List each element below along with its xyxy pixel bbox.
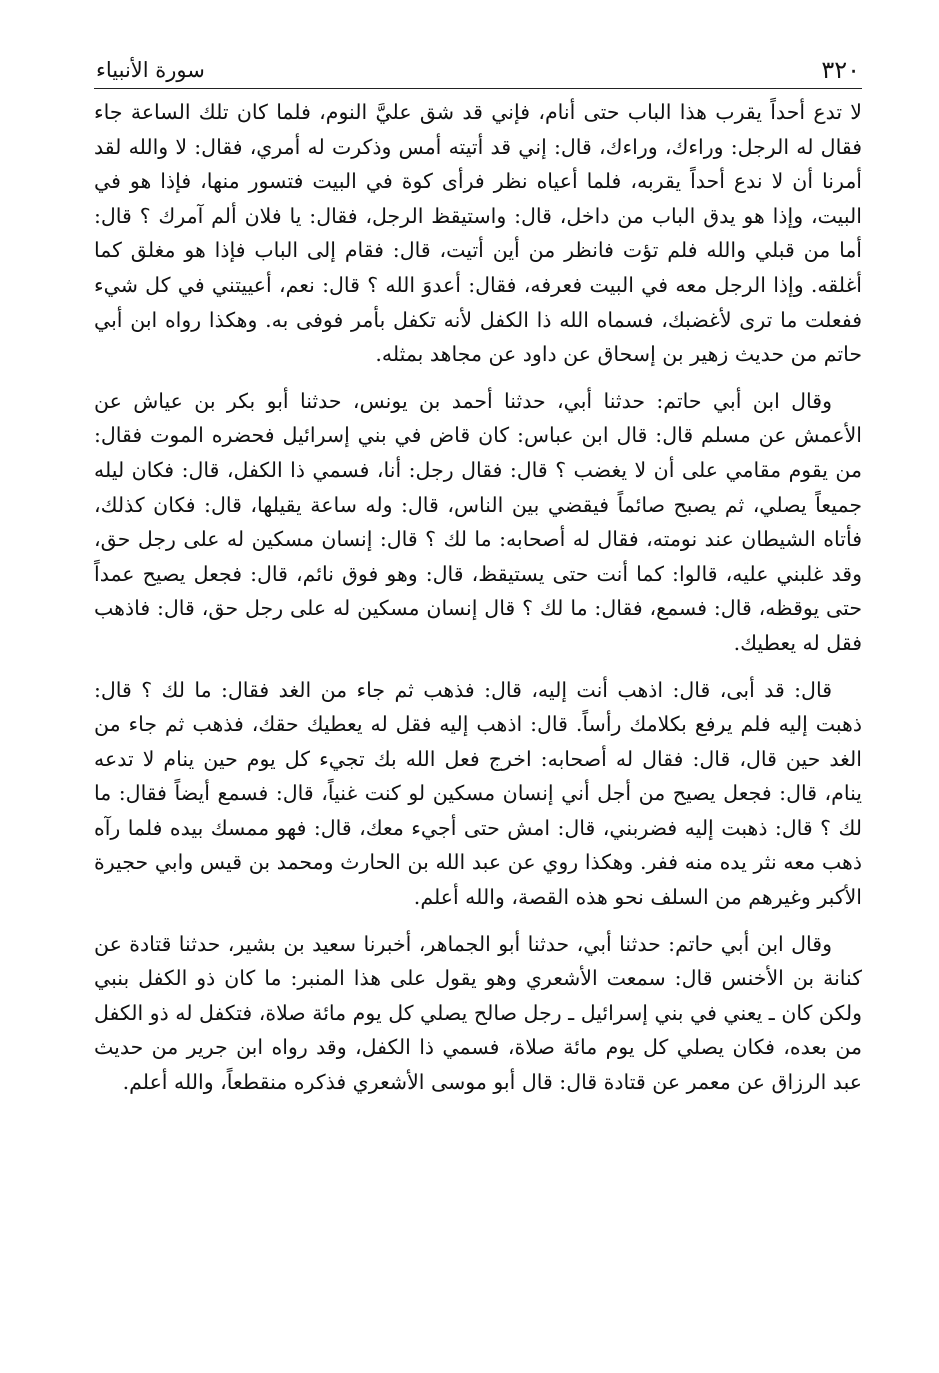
page-header (94, 48, 862, 89)
paragraph-4: وقال ابن أبي حاتم: حدثنا أبي، حدثنا أبو الجماهر، أخبرنا سعيد بن بشير، حدثنا قتادة عن كنانة بن الأخنس قال: سمعت الأشعري وهو يقول على هذا المنبر: ما كان ذو الكفل بنبي ولكن كان ـ يعني في بني إسرائيل ـ رجل صالح يصلي كل يوم مائة صلاة، فتكفل له ذو الكفل من بعده، فكان يصلي كل يوم مائة صلاة، فسمي ذا الكفل، وقد رواه ابن جرير من حديث عبد الرزاق عن معمر عن قتادة قال: قال أبو موسى الأشعري فذكره منقطعاً، والله أعلم. (94, 931, 862, 1095)
surah-title: سورة الأنبياء (96, 58, 205, 82)
document-page (94, 48, 862, 1100)
paragraph-gap (94, 915, 862, 927)
page-number: ٣٢٠ (821, 56, 860, 84)
body-text (94, 95, 862, 1100)
paragraph-gap (94, 661, 862, 673)
paragraph-2: وقال ابن أبي حاتم: حدثنا أبي، حدثنا أحمد بن يونس، حدثنا أبو بكر بن عياش عن الأعمش عن مسلم قال: قال ابن عباس: كان قاض في بني إسرائيل فحضره الموت فقال: من يقوم مقامي على أن لا يغضب ؟ قال: فقال رجل: أنا، فسمي ذا الكفل، قال: فكان ليله جميعاً يصلي، ثم يصبح صائماً فيقضي بين الناس، قال: وله ساعة يقيلها، قال: فكان كذلك، فأتاه الشيطان عند نومته، فقال له أصحابه: ما لك ؟ قال: إنسان مسكين له على رجل حق، وقد غلبني عليه، قالوا: كما أنت حتى يستيقظ، قال: وهو فوق نائم، قال: فجعل يصيح عمداً حتى يوقظه، قال: فسمع، فقال: ما لك ؟ قال إنسان مسكين له على رجل حق، قال: فاذهب فقل له يعطيك. (94, 388, 862, 655)
paragraph-1: لا تدع أحداً يقرب هذا الباب حتى أنام، فإني قد شق عليَّ النوم، فلما كان تلك الساعة جاء فقال له الرجل: وراءك، وراءك، قال: إني قد أتيته أمس وذكرت له أمري، فقال: لا والله لقد أمرنا أن لا ندع أحداً يقربه، فلما أعياه نظر فرأى كوة في البيت فتسور منها، فإذا هو في البيت، وإذا هو يدق الباب من داخل، قال: واستيقظ الرجل، فقال: يا فلان ألم آمرك ؟ قال: أما من قبلي والله فلم تؤت فانظر من أين أتيت، قال: فقام إلى الباب فإذا هو مغلق كما أغلقه. وإذا الرجل معه في البيت فعرفه، فقال: أعدوَ الله ؟ قال: نعم، أعييتني في كل شيء ففعلت ما ترى لأغضبك، فسماه الله ذا الكفل لأنه تكفل بأمر فوفى به. وهكذا رواه ابن أبي حاتم من حديث زهير بن إسحاق عن داود عن مجاهد بمثله. (94, 100, 862, 367)
paragraph-3: قال: قد أبى، قال: اذهب أنت إليه، قال: فذهب ثم جاء من الغد فقال: ما لك ؟ قال: ذهبت إليه فلم يرفع بكلامك رأساً. قال: اذهب إليه فقل له يعطيك حقك، فذهب ثم جاء من الغد حين قال، قال: فقال له أصحابه: اخرج فعل الله بك تجيء كل يوم حين ينام لا تدعه ينام، قال: فجعل يصيح من أجل أني إنسان مسكين لو كنت غنياً، قال: فسمع أيضاً فقال: ما لك ؟ قال: ذهبت إليه فضربني، قال: امش حتى أجيء معك، قال: فهو ممسك بيده فلما رآه ذهب معه نثر يده منه ففر. وهكذا روي عن عبد الله بن الحارث ومحمد بن قيس وابي حجيرة الأكبر وغيرهم من السلف نحو هذه القصة، والله أعلم. (94, 677, 862, 910)
paragraph-gap (94, 372, 862, 384)
